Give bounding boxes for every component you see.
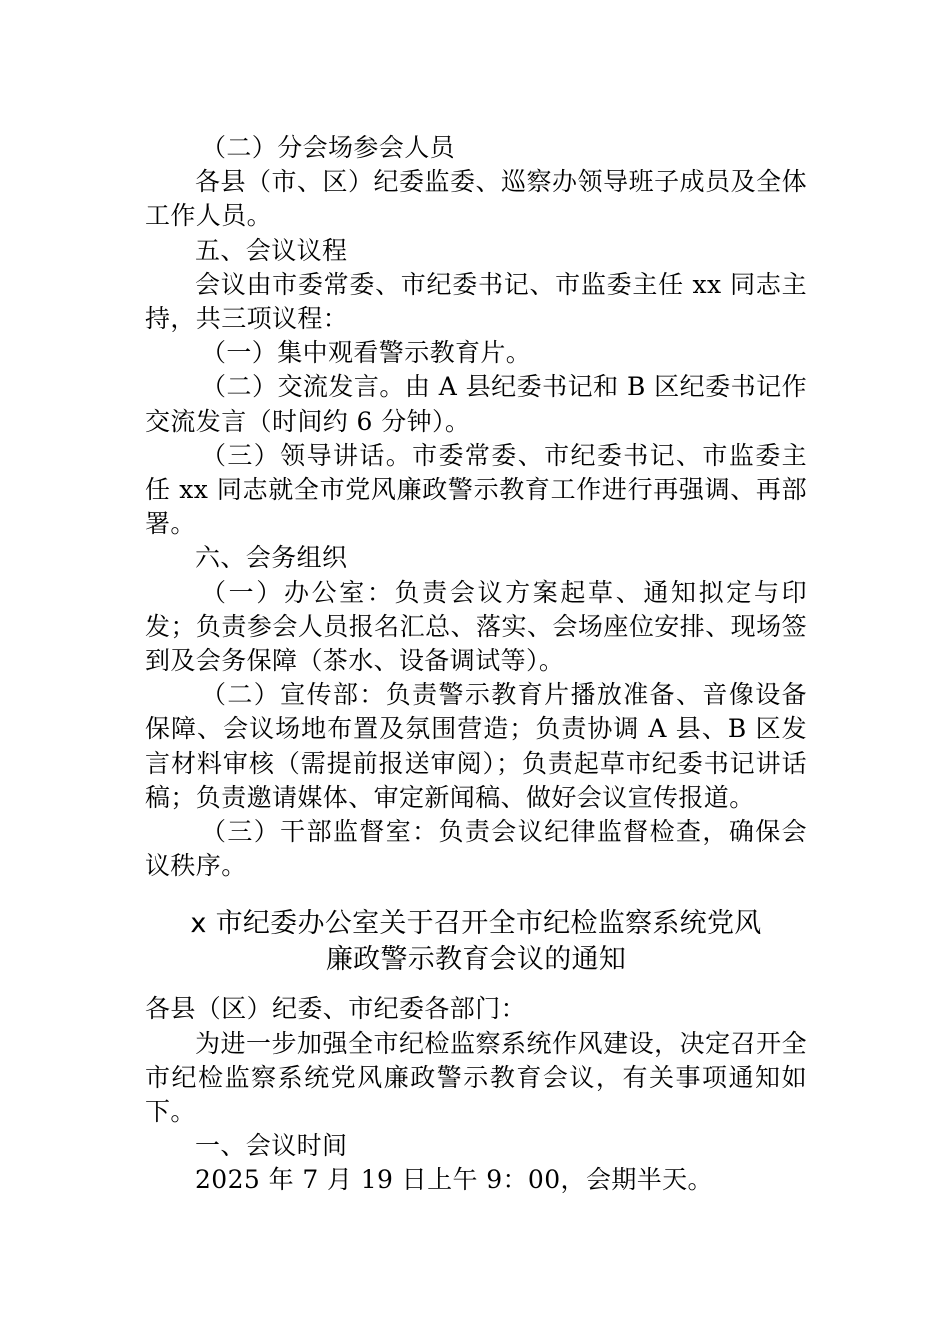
notice-title	[145, 906, 807, 978]
agenda-item-3: （三）领导讲话。市委常委、市纪委书记、市监委主任 xx 同志就全市党风廉政警示教育工作进行再强调、再部署。	[145, 440, 807, 539]
organization-item-publicity: （二）宣传部：负责警示教育片播放准备、音像设备保障、会议场地布置及氛围营造；负责协调 A 县、B 区发言材料审核（需提前报送审阅）；负责起草市纪委书记讲话稿；负责邀请媒体、审定新闻稿、做好会议宣传报道。	[145, 680, 807, 812]
section-heading-meeting-time: 一、会议时间	[195, 1131, 348, 1161]
organization-item-office: （一）办公室：负责会议方案起草、通知拟定与印发；负责参会人员报名汇总、落实、会场座位安排、现场签到及会务保障（茶水、设备调试等）。	[145, 577, 807, 676]
paragraph-agenda-intro: 会议由市委常委、市纪委书记、市监委主任 xx 同志主持，共三项议程：	[145, 269, 807, 334]
notice-title-line-2: 廉政警示教育会议的通知	[325, 944, 627, 976]
agenda-item-2: （二）交流发言。由 A 县纪委书记和 B 区纪委书记作交流发言（时间约 6 分钟）。	[145, 372, 807, 436]
notice-title-line-1: x 市纪委办公室关于召开全市纪检监察系统党风	[190, 908, 762, 940]
organization-item-supervision: （三）干部监督室：负责会议纪律监督检查，确保会议秩序。	[145, 817, 807, 881]
section-heading-organization: 六、会务组织	[195, 543, 348, 573]
paragraph-branch-attendees: 各县（市、区）纪委监委、巡察办领导班子成员及全体工作人员。	[145, 167, 807, 231]
notice-salutation: 各县（区）纪委、市纪委各部门：	[145, 994, 527, 1024]
paragraph-meeting-time: 2025 年 7 月 19 日上午 9：00，会期半天。	[195, 1165, 713, 1195]
document-body	[145, 131, 807, 1198]
agenda-item-1: （一）集中观看警示教育片。	[201, 338, 532, 368]
section-heading-agenda: 五、会议议程	[195, 235, 348, 265]
notice-intro-paragraph: 为进一步加强全市纪检监察系统作风建设，决定召开全市纪检监察系统党风廉政警示教育会议，有关事项通知如下。	[145, 1028, 807, 1127]
section-subheading-branch-venue: （二）分会场参会人员	[201, 133, 456, 162]
